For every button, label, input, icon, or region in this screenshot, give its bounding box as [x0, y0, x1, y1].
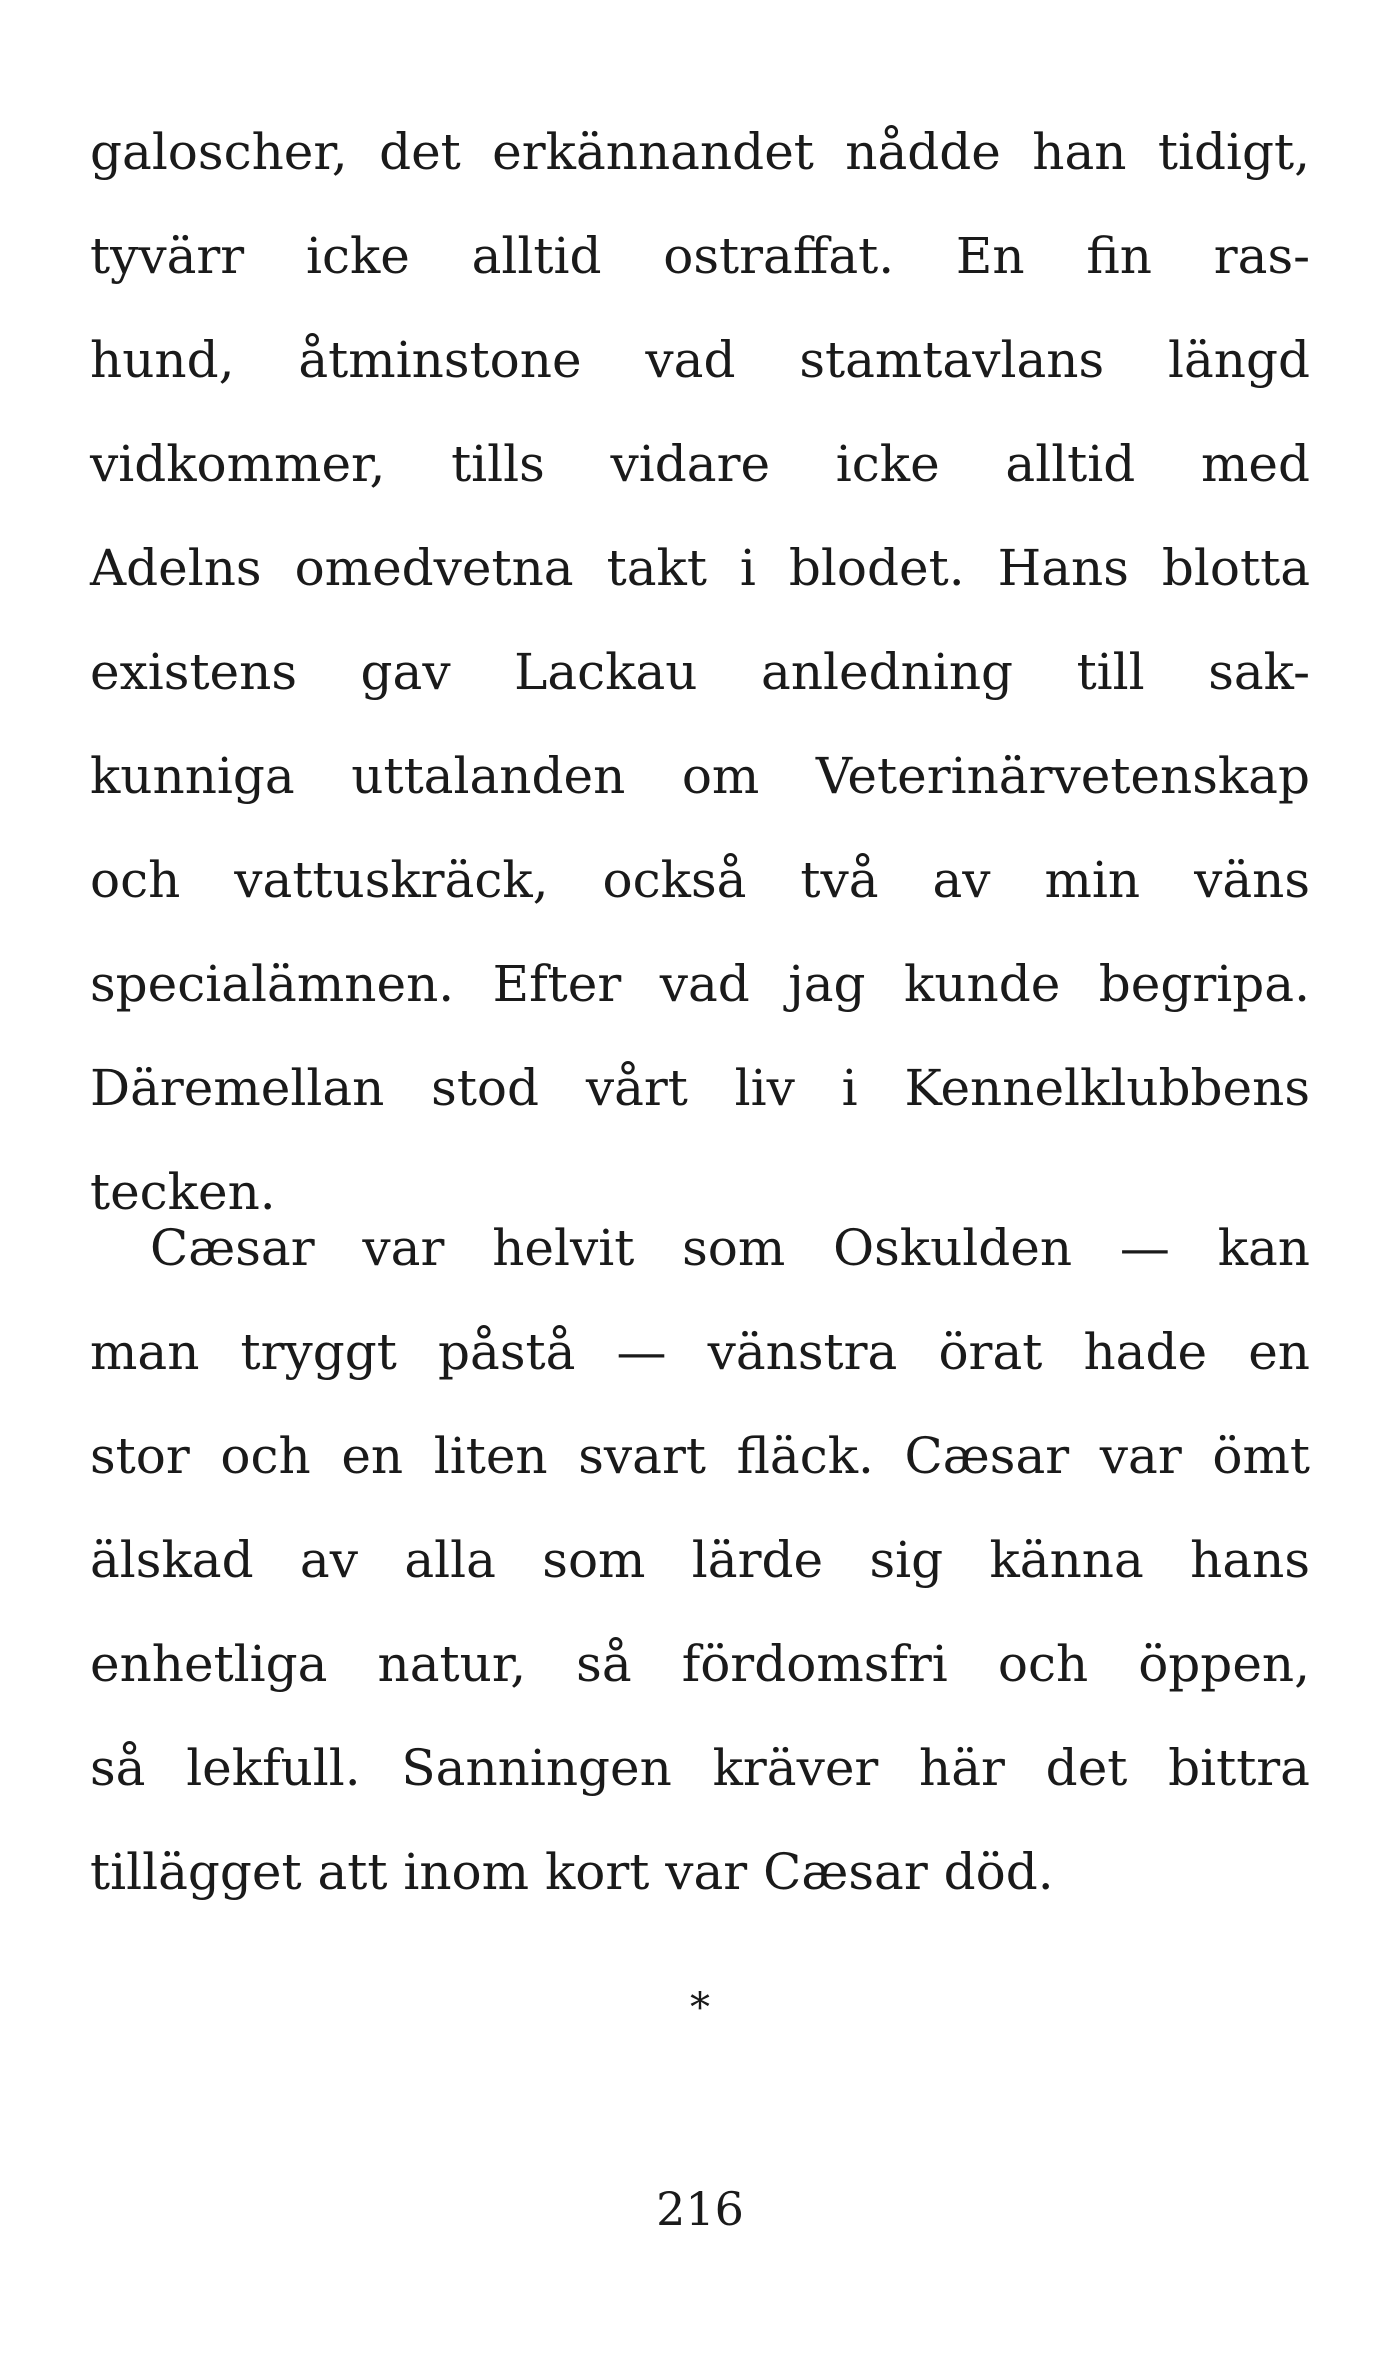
text-line: specialämnen. Efter vad jag kunde begripa.	[90, 955, 1310, 1013]
paragraph-1	[90, 100, 1310, 1244]
page-number: 216	[656, 2182, 744, 2236]
text-line: tyvärr icke alltid ostraffat. En fin ras-	[90, 227, 1310, 285]
text-line: och vattuskräck, också två av min väns	[90, 851, 1310, 909]
text-line: stor och en liten svart fläck. Cæsar var ömt	[90, 1427, 1310, 1485]
text-line: Däremellan stod vårt liv i Kennelklubbens	[90, 1059, 1310, 1117]
text-line: tecken.	[90, 1163, 276, 1221]
text-line: galoscher, det erkännandet nådde han tidigt,	[90, 123, 1310, 181]
text-line: kunniga uttalanden om Veterinärvetenskap	[90, 747, 1310, 805]
text-line: Cæsar var helvit som Oskulden — kan	[150, 1219, 1310, 1277]
paragraph-2	[90, 1196, 1310, 1924]
text-line: vidkommer, tills vidare icke alltid med	[90, 435, 1310, 493]
text-line: så lekfull. Sanningen kräver här det bittra	[90, 1739, 1310, 1797]
text-line: tillägget att inom kort var Cæsar död.	[90, 1843, 1054, 1901]
text-line: Adelns omedvetna takt i blodet. Hans blotta	[90, 539, 1310, 597]
section-break-asterisk: *	[690, 1985, 710, 2031]
text-line: hund, åtminstone vad stamtavlans längd	[90, 331, 1310, 389]
text-line: älskad av alla som lärde sig känna hans	[90, 1531, 1310, 1589]
text-line: man tryggt påstå — vänstra örat hade en	[90, 1323, 1310, 1381]
text-line: enhetliga natur, så fördomsfri och öppen,	[90, 1635, 1310, 1693]
text-line: existens gav Lackau anledning till sak-	[90, 643, 1310, 701]
